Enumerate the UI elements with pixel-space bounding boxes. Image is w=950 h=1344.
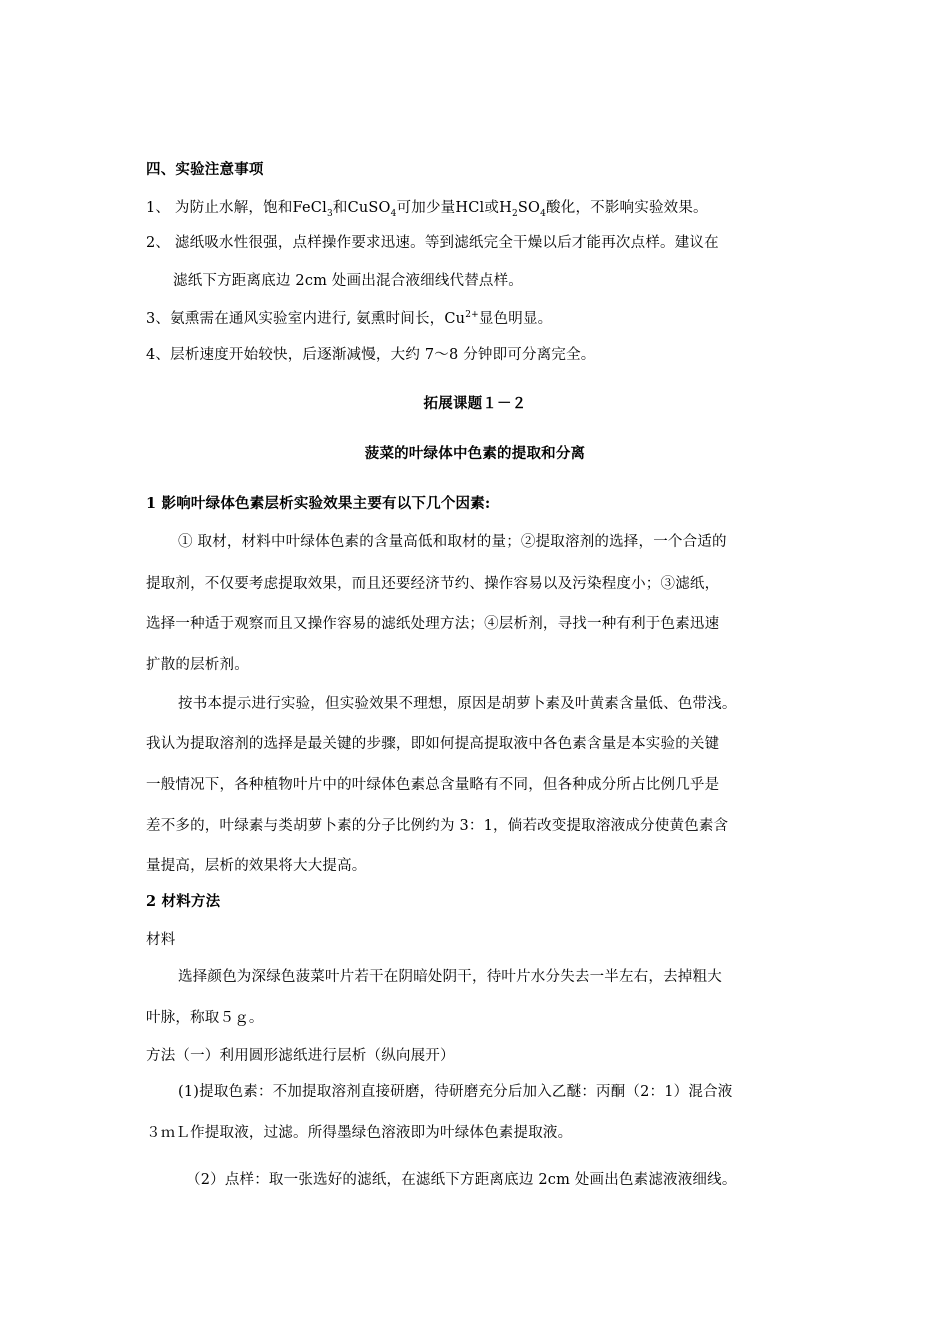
method-label: 方法（一）利用圆形滤纸进行层析（纵向展开） bbox=[146, 1048, 455, 1064]
note-item-3: 3、氨熏需在通风实验室内进行, 氨熏时间长，$Cu^{2+}$显色明显。 bbox=[146, 310, 553, 327]
section-heading: 四、实验注意事项 bbox=[146, 161, 264, 178]
paragraph-line: （2）点样：取一张选好的滤纸，在滤纸下方距离底边 2cm 处画出色素滤液液细线。 bbox=[186, 1172, 737, 1188]
part1-heading: 1 影响叶绿体色素层析实验效果主要有以下几个因素: bbox=[146, 495, 491, 512]
paragraph-line: ３ｍＬ作提取液，过滤。所得墨绿色溶液即为叶绿体色素提取液。 bbox=[146, 1125, 573, 1141]
paragraph-line: 选择一种适于观察而且又操作容易的滤纸处理方法；④层析剂，寻找一种有利于色素迅速 bbox=[146, 616, 720, 632]
topic-title: 菠菜的叶绿体中色素的提取和分离 bbox=[364, 445, 586, 462]
note-item-2-continued: 滤纸下方距离底边 2cm 处画出混合液细线代替点样。 bbox=[173, 273, 524, 289]
paragraph-line: 按书本提示进行实验，但实验效果不理想，原因是胡萝卜素及叶黄素含量低、色带浅。 bbox=[178, 696, 737, 712]
paragraph-line: ① 取材，材料中叶绿体色素的含量高低和取材的量；②提取溶剂的选择，一个合适的 bbox=[178, 534, 727, 550]
paragraph-line: 差不多的，叶绿素与类胡萝卜素的分子比例约为 3：1，倘若改变提取溶液成分使黄色素含 bbox=[146, 818, 729, 834]
paragraph-line: 提取剂，不仅要考虑提取效果，而且还要经济节约、操作容易以及污染程度小；③滤纸， bbox=[146, 576, 720, 592]
note-item-1: 1、 为防止水解，饱和FeCl$_3$和CuSO$_4$可加少量HCl或$H_2SO_4$酸化，不影响实验效果。 bbox=[146, 200, 708, 219]
paragraph-line: 叶脉，称取５ｇ。 bbox=[146, 1010, 264, 1026]
paragraph-line: 选择颜色为深绿色菠菜叶片若干在阴暗处阴干，待叶片水分失去一半左右，去掉粗大 bbox=[178, 969, 722, 985]
paragraph-line: (1)提取色素：不加提取溶剂直接研磨，待研磨充分后加入乙醚：丙酮（2：1）混合液 bbox=[178, 1084, 733, 1100]
material-label: 材料 bbox=[146, 932, 176, 948]
note-item-4: 4、层析速度开始较快，后逐渐减慢，大约 7～8 分钟即可分离完全。 bbox=[146, 347, 596, 363]
topic-code: 拓展课题１－２ bbox=[423, 395, 527, 412]
paragraph-line: 扩散的层析剂。 bbox=[146, 657, 249, 673]
paragraph-line: 我认为提取溶剂的选择是最关键的步骤，即如何提高提取液中各色素含量是本实验的关键 bbox=[146, 736, 720, 752]
note-item-2: 2、 滤纸吸水性很强，点样操作要求迅速。等到滤纸完全干燥以后才能再次点样。建议在 bbox=[146, 235, 719, 251]
part2-heading: 2 材料方法 bbox=[146, 893, 221, 910]
paragraph-line: 量提高，层析的效果将大大提高。 bbox=[146, 858, 367, 874]
paragraph-line: 一般情况下，各种植物叶片中的叶绿体色素总含量略有不同，但各种成分所占比例几乎是 bbox=[146, 777, 720, 793]
